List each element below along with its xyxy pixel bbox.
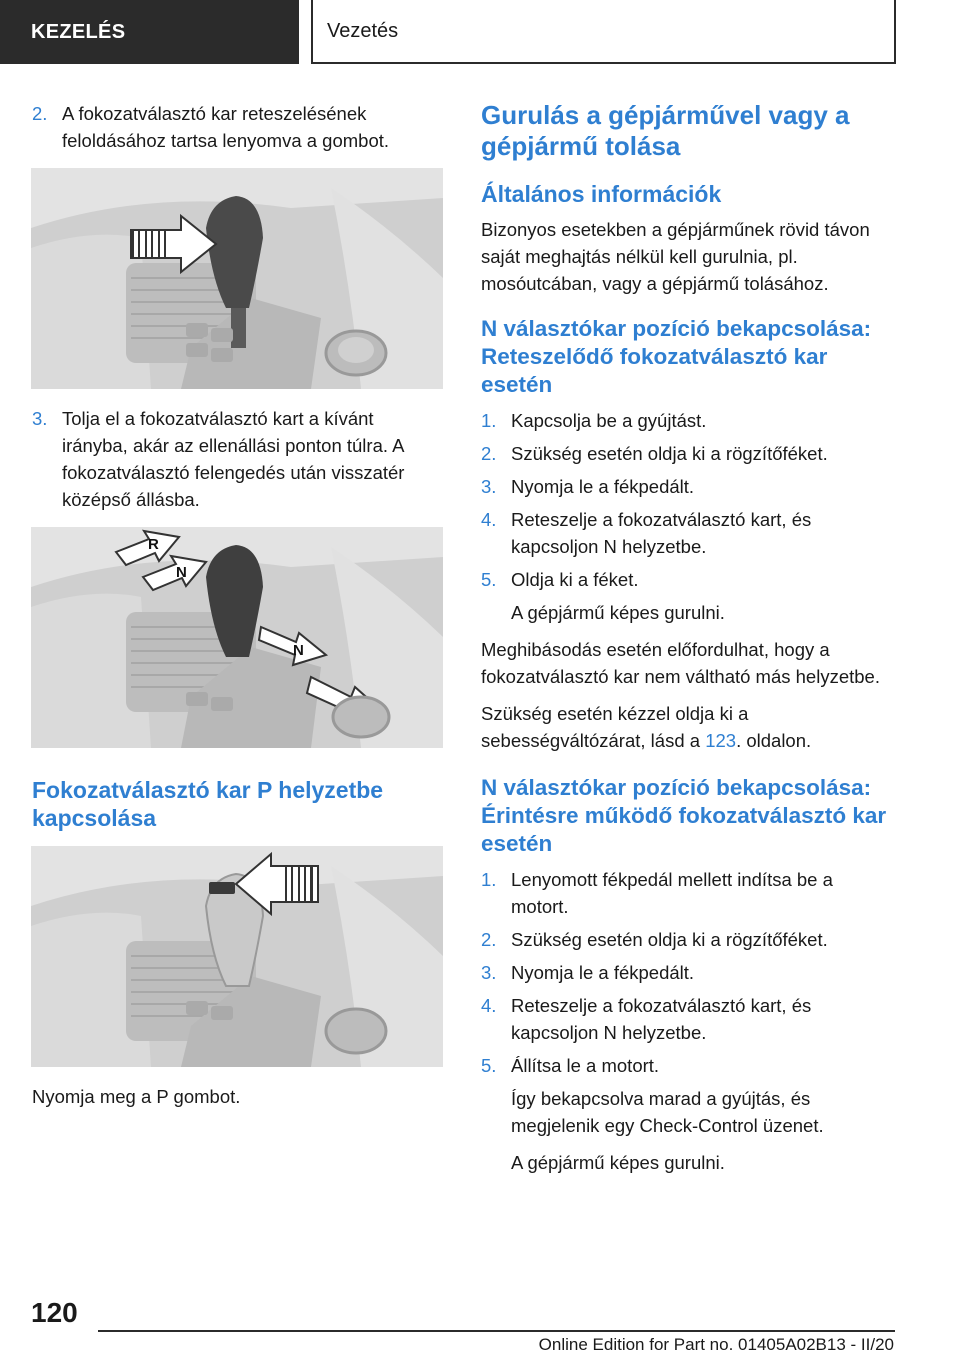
manual-release-text [481, 700, 893, 754]
gear-selector-unlock-figure [31, 168, 443, 389]
step-number: 5. [481, 1055, 497, 1076]
edition-info: Online Edition for Part no. 01405A02B13 - II/20 [538, 1335, 894, 1354]
gear-label-r: R [148, 536, 159, 553]
touch-step [481, 992, 893, 1046]
left-column [32, 100, 444, 1120]
locking-step [481, 407, 893, 434]
step-2-unlock [32, 100, 444, 154]
step-number: 3. [481, 962, 497, 983]
page-number: 120 [31, 1297, 78, 1328]
step-3-move-lever [32, 405, 444, 513]
footer-divider [98, 1330, 895, 1332]
touch-step [481, 866, 893, 920]
touch-step [481, 926, 893, 953]
locking-step [481, 566, 893, 593]
step-number: 2. [481, 443, 497, 464]
park-instruction: Nyomja meg a P gombot. [32, 1086, 241, 1107]
gear-selector-positions-figure [31, 527, 443, 748]
step-text: Lenyomott fékpedál mellett indítsa be a motort. [511, 869, 833, 917]
step-number: 1. [481, 410, 497, 431]
step-text: A fokozatválasztó kar reteszelésének feloldásához tartsa lenyomva a gombot. [62, 103, 390, 151]
step-text: Állítsa le a motort. [511, 1055, 660, 1076]
touch-note: Így bekapcsolva marad a gyújtás, és megjelenik egy Check-Control üzenet. [511, 1088, 824, 1136]
step-text: Reteszelje a fokozatválasztó kart, és kapcsoljon N helyzetbe. [511, 509, 812, 557]
touch-result: A gépjármű képes gurulni. [511, 1152, 725, 1173]
locking-step [481, 506, 893, 560]
general-info-text: Bizonyos esetekben a gépjárműnek rövid távon saját meghajtás nélkül kell gurulnia, pl. mosóutcában, vagy a gépjármű tolásához. [481, 219, 870, 294]
step-text: Nyomja le a fékpedált. [511, 476, 695, 497]
step-text: Szükség esetén oldja ki a rögzítőféket. [511, 929, 828, 950]
heading-general-info: Általános információk [481, 181, 722, 207]
step-text: Nyomja le a fékpedált. [511, 962, 695, 983]
malfunction-text: Meghibásodás esetén előfordulhat, hogy a fokozatválasztó kar nem váltható más helyzetbe. [481, 639, 880, 687]
section-tab: KEZELÉS [0, 0, 299, 64]
step-text: Kapcsolja be a gyújtást. [511, 410, 707, 431]
heading-rolling-towing: Gurulás a gépjárművel vagy a gépjármű tolása [481, 100, 850, 161]
step-number: 3. [32, 408, 48, 429]
right-column [481, 100, 893, 1186]
step-text: Oldja ki a féket. [511, 569, 639, 590]
step-number: 1. [481, 869, 497, 890]
touch-step [481, 959, 893, 986]
chapter-title: Vezetés [311, 0, 896, 64]
step-number: 4. [481, 995, 497, 1016]
manual-release-before: Szükség esetén kézzel oldja ki a sebességváltózárat, lásd a [481, 703, 749, 751]
step-number: 5. [481, 569, 497, 590]
step-number: 4. [481, 509, 497, 530]
heading-touch-selector: N választókar pozíció bekapcsolása: Érintésre működő fokozatválasztó kar esetén [481, 775, 887, 856]
step-text: Reteszelje a fokozatválasztó kart, és kapcsoljon N helyzetbe. [511, 995, 812, 1043]
step-text: Szükség esetén oldja ki a rögzítőféket. [511, 443, 828, 464]
heading-locking-selector: N választókar pozíció bekapcsolása: Reteszelődő fokozatválasztó kar esetén [481, 316, 872, 397]
step-number: 3. [481, 476, 497, 497]
locking-step [481, 473, 893, 500]
step-number: 2. [481, 929, 497, 950]
locking-step [481, 440, 893, 467]
gear-label-n-top: N [176, 564, 187, 581]
gear-selector-park-figure [31, 846, 443, 1067]
locking-result: A gépjármű képes gurulni. [511, 602, 725, 623]
page-reference-link[interactable]: 123 [705, 730, 737, 751]
step-number: 2. [32, 103, 48, 124]
gear-label-n-bottom: N [293, 642, 304, 659]
touch-step [481, 1052, 893, 1079]
heading-park-position: Fokozatválasztó kar P helyzetbe kapcsolása [32, 777, 384, 831]
step-text: Tolja el a fokozatválasztó kart a kívánt irányba, akár az ellenállási ponton túlra. A fokozatválasztó felengedés után visszatér középső állásba. [62, 408, 405, 510]
manual-release-after: . oldalon. [736, 730, 812, 751]
